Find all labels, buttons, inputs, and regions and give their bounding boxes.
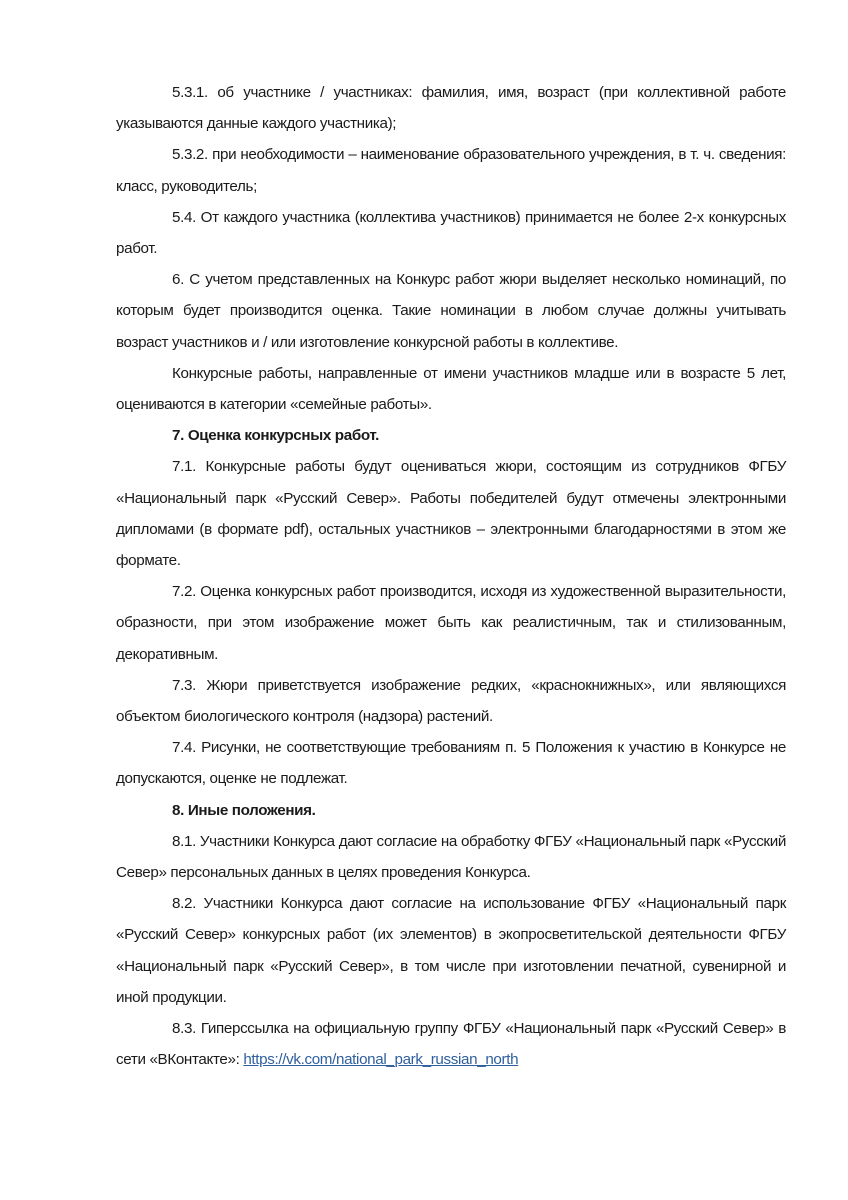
paragraph-5-3-2: 5.3.2. при необходимости – наименование образовательного учреждения, в т. ч. сведения: класс, руководитель; xyxy=(116,146,786,195)
paragraph-5-4: 5.4. От каждого участника (коллектива участников) принимается не более 2-х конкурсных работ. xyxy=(116,208,786,258)
heading-section-7: 7. Оценка конкурсных работ. xyxy=(172,427,380,445)
paragraph-7-2: 7.2. Оценка конкурсных работ производится, исходя из художественной выразительности, образности, при этом изображение может быть как реалистичным, так и стилизованным, декоративным. xyxy=(116,583,786,663)
paragraph-7-4: 7.4. Рисунки, не соответствующие требованиям п. 5 Положения к участию в Конкурсе не допускаются, оценке не подлежат. xyxy=(116,739,786,788)
heading-section-8: 8. Иные положения. xyxy=(172,801,316,819)
document-page xyxy=(116,77,786,1076)
vk-group-link[interactable]: https://vk.com/national_park_russian_north xyxy=(243,1051,519,1069)
paragraph-7-1: 7.1. Конкурсные работы будут оцениваться жюри, состоящим из сотрудников ФГБУ «Национальный парк «Русский Север». Работы победителей будут отмечены электронными дипломами (в формате pdf), остальных участников – электронными благодарностями в этом же формате. xyxy=(116,458,786,570)
paragraph-8-3 xyxy=(116,1013,786,1075)
paragraph-8-3-text: 8.3. Гиперссылка на официальную группу ФГБУ «Национальный парк «Русский Север» в сети «ВКонтакте»: xyxy=(116,1020,786,1069)
paragraph-family-works: Конкурсные работы, направленные от имени участников младше или в возрасте 5 лет, оцениваются в категории «семейные работы». xyxy=(116,364,786,414)
paragraph-6: 6. С учетом представленных на Конкурс работ жюри выделяет несколько номинаций, по которым будет производится оценка. Такие номинации в любом случае должны учитывать возраст участников и / или изготовление конкурсной работы в коллективе. xyxy=(116,271,786,351)
paragraph-7-3: 7.3. Жюри приветствуется изображение редких, «краснокнижных», или являющихся объектом биологического контроля (надзора) растений. xyxy=(116,676,786,726)
paragraph-5-3-1: 5.3.1. об участнике / участниках: фамилия, имя, возраст (при коллективной работе указываются данные каждого участника); xyxy=(116,84,786,133)
paragraph-8-2: 8.2. Участники Конкурса дают согласие на использование ФГБУ «Национальный парк «Русский Север» конкурсных работ (их элементов) в экопросветительской деятельности ФГБУ «Национальный парк «Русский Север», в том числе при изготовлении печатной, сувенирной и иной продукции. xyxy=(116,895,786,1006)
paragraph-8-1: 8.1. Участники Конкурса дают согласие на обработку ФГБУ «Национальный парк «Русский Север» персональных данных в целях проведения Конкурса. xyxy=(116,832,786,882)
